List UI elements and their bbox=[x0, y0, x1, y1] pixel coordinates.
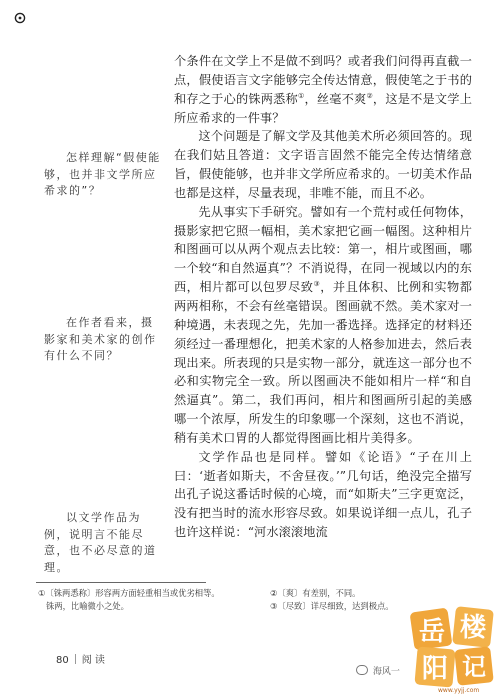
footnote-rule bbox=[36, 582, 206, 583]
footnote-1-cont: 铢两，比喻微小之处。 bbox=[46, 600, 129, 611]
side-note-1: 怎样理解“假使能够，也并非文学所应希求的”？ bbox=[44, 151, 161, 197]
footnote-ref-1: ① bbox=[297, 91, 305, 100]
footnote-ref-3: ③ bbox=[313, 280, 321, 289]
footnote-ref-2: ② bbox=[366, 91, 373, 100]
page-corner-icon bbox=[14, 12, 26, 24]
page-folio bbox=[56, 651, 105, 666]
paragraph-2: 先从事实下手研究。譬如有一个荒村或任何物体，摄影家把它照一幅相，美术家把它画一幅图。这种相片和图画可以从两个观点去比较：第一，相片或图画，哪一个较“和自然逼真”？不消说得，在同一视域以内的东西，相片都可以包罗尽致③，并且体积、比例和实物都两两相称，不会有丝毫错误。图画就不然。美术家对一种境遇，未表现之先，先加一番选择。选择定的材料还须经过一番理想化，把美术家的人格参加进去，然后表现出来。所表现的只是实物一部分，就连这一部分也不必和实物完全一致。所以图画决不能如相片一样“和自然逼真”。第二，我们再问，相片和图画所引起的美感哪一个浓厚，所发生的印象哪一个深刻，这也不消说，稍有美术口胃的人都觉得图画比相片美得多。 bbox=[174, 204, 472, 445]
footnote-2: ②〔爽〕有差别，不同。 bbox=[270, 588, 361, 598]
yueyanglou-logo bbox=[408, 604, 496, 694]
paragraph-1: 这个问题是了解文学及其他美术所必须回答的。现在我们姑且答道：文字语言固然不能完全传达情绪意旨，假使能够，也并非文学所应希求的。一切美术作品也都是这样，尽量表现，非唯不能，而且不必。 bbox=[174, 129, 472, 200]
main-text bbox=[174, 52, 472, 542]
paragraph-3: 文学作品也是同样。譬如《论语》“子在川上曰：‘逝者如斯夫，不舍昼夜。’”几句话，绝没完全描写出孔子说这番话时候的心境，而“如斯夫”三字更宽泛，没有把当时的流水形容尽致。如果说详细一点儿，孔子也许这样说：“河水滚滚地流 bbox=[174, 449, 472, 540]
logo-char-2: 楼 bbox=[460, 613, 487, 643]
wechat-icon bbox=[356, 665, 368, 675]
section-name: 阅 读 bbox=[81, 655, 105, 666]
footnotes-left bbox=[38, 587, 220, 612]
wechat-label: 海风一 bbox=[372, 667, 400, 677]
logo-char-1: 岳 bbox=[419, 617, 446, 647]
side-note-3: 以文学作品为例，说明言不能尽意，也不必尽意的道理。 bbox=[44, 511, 157, 574]
page-number: 80 bbox=[56, 655, 69, 666]
logo-url: www.yyjj.com bbox=[438, 687, 480, 694]
footnotes-right bbox=[270, 587, 394, 612]
side-note-2: 在作者看来，摄影家和美术家的创作有什么不同？ bbox=[44, 316, 157, 362]
wechat-source bbox=[356, 664, 400, 677]
logo-char-3: 阳 bbox=[422, 654, 449, 684]
logo-char-4: 记 bbox=[462, 653, 486, 681]
paragraph-0: 个条件在文学上不是做不到吗？或者我们问得再直截一点，假使语言文字能够完全传达情意，假使笔之于书的和存之于心的铢两悉称①，丝毫不爽②，这是不是文学上所应希求的一件事？ bbox=[174, 54, 472, 125]
footnote-1: ①〔铢两悉称〕形容两方面轻重相当或优劣相等。 bbox=[38, 588, 220, 598]
footnote-3: ③〔尽致〕详尽细致，达到极点。 bbox=[270, 600, 394, 611]
